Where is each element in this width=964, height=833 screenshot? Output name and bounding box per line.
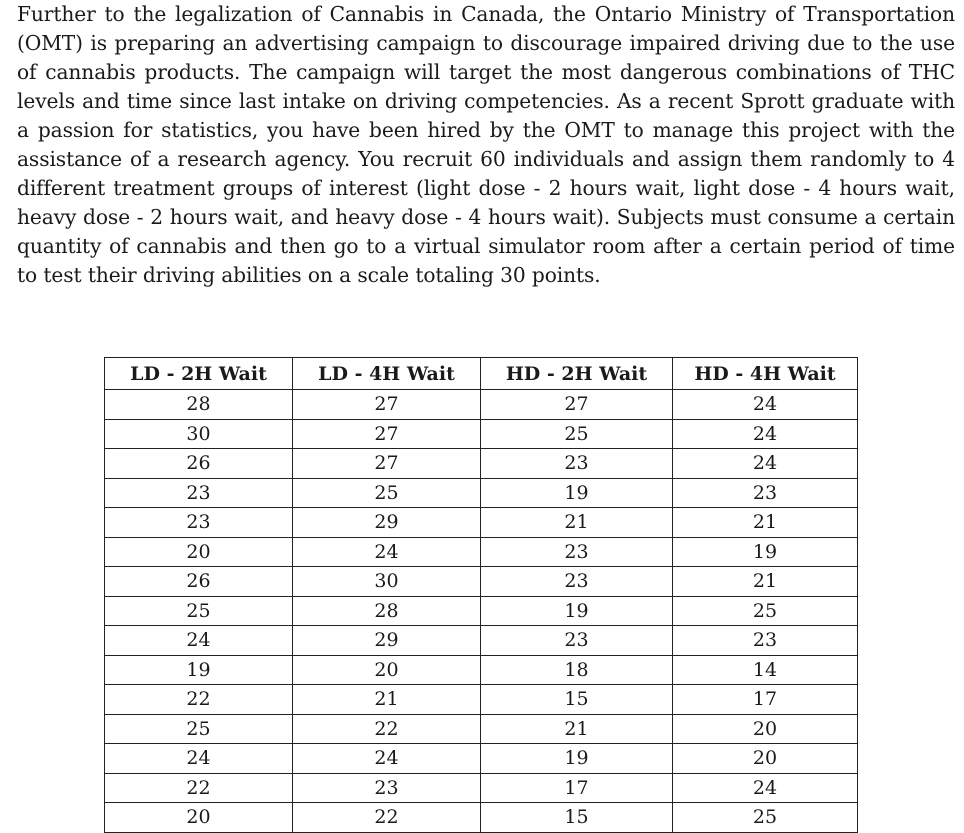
table-cell: 15 bbox=[481, 803, 673, 833]
table-row bbox=[105, 567, 858, 597]
driving-scores-table bbox=[104, 357, 858, 833]
table-cell: 18 bbox=[481, 655, 673, 685]
table-cell: 22 bbox=[293, 803, 481, 833]
table-row bbox=[105, 449, 858, 479]
table-cell: 25 bbox=[293, 478, 481, 508]
table-cell: 30 bbox=[105, 419, 293, 449]
table-cell: 27 bbox=[293, 449, 481, 479]
table-cell: 14 bbox=[673, 655, 858, 685]
table-cell: 27 bbox=[481, 390, 673, 420]
intro-paragraph: Further to the legalization of Cannabis in Canada, the Ontario Ministry of Transportation (OMT) is preparing an advertising campaign to discourage impaired driving due to the use of cannabis products. The campaign will target the most dangerous combinations of THC levels and time since last intake on driving competencies. As a recent Sprott graduate with a passion for statistics, you have been hired by the OMT to manage this project with the assistance of a research agency. You recruit 60 individuals and assign them randomly to 4 different treatment groups of interest (light dose - 2 hours wait, light dose - 4 hours wait, heavy dose - 2 hours wait, and heavy dose - 4 hours wait). Subjects must consume a certain quantity of cannabis and then go to a virtual simulator room after a certain period of time to test their driving abilities on a scale totaling 30 points. bbox=[17, 2, 955, 287]
table-cell: 25 bbox=[105, 714, 293, 744]
table-row bbox=[105, 744, 858, 774]
table-cell: 23 bbox=[673, 626, 858, 656]
table-row bbox=[105, 390, 858, 420]
table-row bbox=[105, 685, 858, 715]
table-cell: 21 bbox=[673, 508, 858, 538]
table-cell: 19 bbox=[481, 744, 673, 774]
table-cell: 21 bbox=[293, 685, 481, 715]
table-row bbox=[105, 596, 858, 626]
table-cell: 24 bbox=[673, 419, 858, 449]
table-cell: 15 bbox=[481, 685, 673, 715]
table-body bbox=[105, 390, 858, 833]
table-cell: 24 bbox=[673, 449, 858, 479]
table-cell: 19 bbox=[481, 478, 673, 508]
table-cell: 25 bbox=[673, 596, 858, 626]
table-cell: 19 bbox=[481, 596, 673, 626]
table-cell: 23 bbox=[293, 773, 481, 803]
table-cell: 24 bbox=[105, 626, 293, 656]
table-cell: 23 bbox=[481, 567, 673, 597]
table-cell: 21 bbox=[481, 714, 673, 744]
table-cell: 24 bbox=[293, 537, 481, 567]
table-row bbox=[105, 714, 858, 744]
table-cell: 20 bbox=[673, 744, 858, 774]
table-cell: 20 bbox=[105, 803, 293, 833]
table-row bbox=[105, 508, 858, 538]
table-cell: 20 bbox=[105, 537, 293, 567]
table-cell: 28 bbox=[293, 596, 481, 626]
table-cell: 19 bbox=[673, 537, 858, 567]
table-cell: 23 bbox=[105, 478, 293, 508]
table-row bbox=[105, 478, 858, 508]
table-cell: 27 bbox=[293, 390, 481, 420]
table-row bbox=[105, 419, 858, 449]
table-cell: 21 bbox=[481, 508, 673, 538]
table-cell: 22 bbox=[105, 773, 293, 803]
table-cell: 17 bbox=[673, 685, 858, 715]
table-cell: 20 bbox=[293, 655, 481, 685]
table-header-row bbox=[105, 358, 858, 390]
header-hd-4h: HD - 4H Wait bbox=[673, 358, 858, 390]
table-row bbox=[105, 537, 858, 567]
table-cell: 28 bbox=[105, 390, 293, 420]
table-cell: 27 bbox=[293, 419, 481, 449]
table-cell: 26 bbox=[105, 449, 293, 479]
table-cell: 17 bbox=[481, 773, 673, 803]
table-cell: 24 bbox=[673, 390, 858, 420]
table-row bbox=[105, 773, 858, 803]
header-ld-2h: LD - 2H Wait bbox=[105, 358, 293, 390]
table-cell: 23 bbox=[105, 508, 293, 538]
header-ld-4h: LD - 4H Wait bbox=[293, 358, 481, 390]
table-cell: 23 bbox=[481, 626, 673, 656]
table-cell: 23 bbox=[481, 537, 673, 567]
table-cell: 25 bbox=[673, 803, 858, 833]
table-cell: 30 bbox=[293, 567, 481, 597]
table-cell: 26 bbox=[105, 567, 293, 597]
table-cell: 24 bbox=[673, 773, 858, 803]
table-cell: 22 bbox=[105, 685, 293, 715]
table-cell: 23 bbox=[481, 449, 673, 479]
table-cell: 24 bbox=[105, 744, 293, 774]
table-cell: 29 bbox=[293, 508, 481, 538]
table-cell: 20 bbox=[673, 714, 858, 744]
table-row bbox=[105, 803, 858, 833]
table-row bbox=[105, 626, 858, 656]
table-row bbox=[105, 655, 858, 685]
table-cell: 19 bbox=[105, 655, 293, 685]
table-cell: 23 bbox=[673, 478, 858, 508]
table-cell: 25 bbox=[481, 419, 673, 449]
table-cell: 29 bbox=[293, 626, 481, 656]
table-cell: 24 bbox=[293, 744, 481, 774]
table-cell: 21 bbox=[673, 567, 858, 597]
header-hd-2h: HD - 2H Wait bbox=[481, 358, 673, 390]
table-cell: 25 bbox=[105, 596, 293, 626]
table-cell: 22 bbox=[293, 714, 481, 744]
